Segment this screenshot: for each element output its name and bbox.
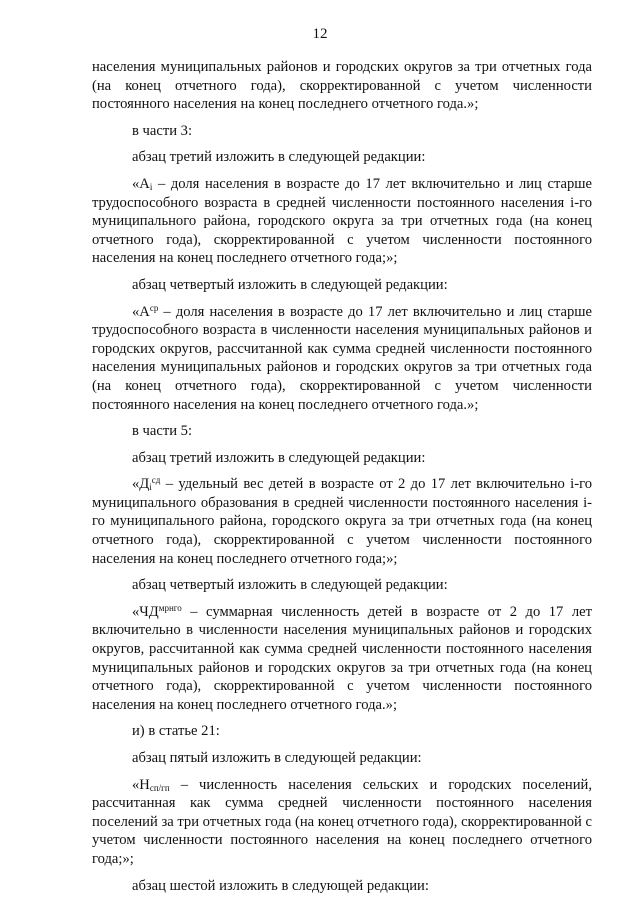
formula-symbol: «А: [132, 175, 150, 192]
paragraph-definition-nsp: [92, 776, 592, 869]
definition-text: – доля населения в возрасте до 17 лет включительно и лиц старше трудоспособного возраста в средней численности постоянного населения i-го муниципального района, городского округа за три отчетных года (на конец отчетного года), скорректированной с учетом численности постоянного населения на конец последнего отчетного года;»;: [92, 175, 592, 267]
paragraph-instruction-third: абзац третий изложить в следующей редакции:: [132, 149, 426, 166]
definition-text: – суммарная численность детей в возрасте от 2 до 17 лет включительно в численности населения муниципальных районов и городских округов, рассчитанной как сумма средней численности постоянного населения муниципальных районов и городских округов за три отчетных года (на конец отчетного года), скорректированной с учетом численности постоянного населения на конец последнего отчетного года.»;: [92, 603, 592, 713]
definition-text: – удельный вес детей в возрасте от 2 до 17 лет включительно i-го муниципального образования в средней численности постоянного населения i-го муниципального района, городского округа за три отчетных года (на конец отчетного года), скорректированной с учетом численности постоянного населения на конец последнего отчетного года;»;: [92, 476, 592, 567]
formula-subscript: i: [149, 181, 153, 192]
paragraph-article-21-heading: и) в статье 21:: [132, 723, 220, 740]
paragraph-instruction-sixth: абзац шестой изложить в следующей редакции:: [132, 877, 429, 894]
formula-superscript: ср: [149, 302, 159, 313]
definition-text: – доля населения в возрасте до 17 лет включительно и лиц старше трудоспособного возраста в численности населения муниципальных районов и городских округов, рассчитанной как сумма средней численности постоянного населения муниципальных районов и городских округов за три отчетных года (на конец отчетного года), скорректированной с учетом численности постоянного населения на конец последнего отчетного года.»;: [92, 303, 592, 413]
paragraph-instruction-fifth: абзац пятый изложить в следующей редакции:: [132, 750, 422, 766]
paragraph-instruction-fourth: абзац четвертый изложить в следующей редакции:: [132, 577, 448, 594]
formula-symbol: «Н: [132, 776, 150, 793]
paragraph-part-5-heading: в части 5:: [132, 423, 193, 440]
formula-symbol: «ЧД: [132, 603, 159, 620]
paragraph-definition-di: [92, 475, 592, 568]
definition-text: – численность населения сельских и городских поселений, рассчитанная как сумма средней численности постоянного населения поселений за три отчетных года (на конец отчетного года), скорректированной с учетом численности постоянного населения на конец последнего отчетного года;»;: [92, 776, 592, 867]
formula-symbol: «А: [132, 303, 150, 320]
paragraph-definition-ai: [92, 175, 592, 268]
paragraph-part-3-heading: в части 3:: [132, 122, 193, 139]
paragraph-definition-asr: [92, 303, 592, 415]
formula-symbol: «Д: [132, 476, 150, 493]
paragraph-definition-chd: [92, 603, 592, 715]
page-number: 12: [312, 26, 328, 42]
paragraph-continuation: населения муниципальных районов и городских округов за три отчетных года (на конец отчетного года), скорректированной с учетом численности постоянного населения на конец последнего отчетного года.»;: [92, 59, 592, 113]
formula-superscript: сд: [151, 475, 161, 486]
formula-superscript: мрнго: [158, 602, 182, 613]
paragraph-instruction-third: абзац третий изложить в следующей редакции:: [132, 449, 426, 466]
formula-subscript: сп/гп: [149, 782, 170, 793]
formula-subscript: i: [149, 482, 152, 493]
document-body: [92, 58, 592, 903]
paragraph-instruction-fourth: абзац четвертый изложить в следующей редакции:: [132, 276, 448, 293]
